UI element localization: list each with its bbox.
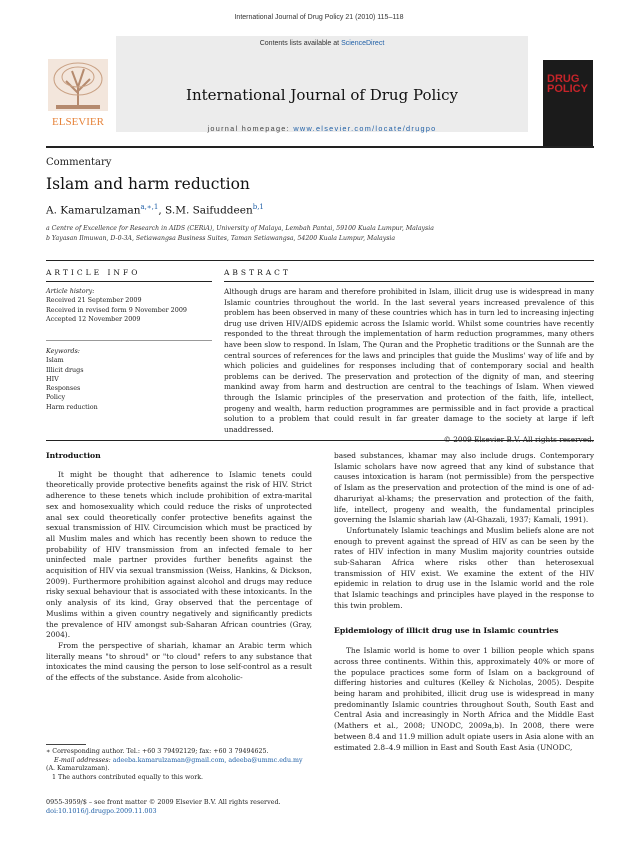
homepage-label: journal homepage: xyxy=(207,124,290,133)
article-info-heading: ARTICLE INFO xyxy=(46,268,141,277)
author-list xyxy=(46,203,264,217)
keyword: Islam xyxy=(46,356,64,365)
email-line xyxy=(46,757,312,766)
article-info-rule xyxy=(46,281,212,282)
email-owner: (A. Kamarulzaman). xyxy=(46,765,110,773)
email-links[interactable]: adeeba.kamarulzaman@gmail.com, adeeba@ummc.edu.my xyxy=(112,756,303,764)
elsevier-tree-logo xyxy=(46,57,110,129)
journal-cover xyxy=(543,60,593,146)
keywords-rule xyxy=(46,340,212,341)
journal-title: International Journal of Drug Policy xyxy=(186,86,458,104)
keyword: Responses xyxy=(46,384,81,393)
accepted-date: Accepted 12 November 2009 xyxy=(46,314,141,323)
author-2-marks: b,1 xyxy=(252,203,264,211)
keyword: HIV xyxy=(46,374,59,383)
received-date: Received 21 September 2009 xyxy=(46,296,142,305)
keywords-label: Keywords: xyxy=(46,347,80,355)
publisher-name: ELSEVIER xyxy=(52,116,104,128)
intro-paragraph-1: It might be thought that adherence to Islamic tenets could theoretically provide protective benefits against the risk of HIV. Strict adherence to these tenets which include prohibition of extra-marital sex and homosexuality which could reduce the risks of unprotected anal sex could theoretically confer protective benefits against the sexual transmission of HIV. Circumcision which must be practiced by all Muslim males and which has recently been shown to reduce the probability of HIV transmission from an infected female to her uninfected male partner provides further benefits against the acquisition of HIV via sexual transmission (Weiss, Hankins, & Dickson, 2009). Furthermore prohibition against alcohol and drugs may reduce risky sexual behaviour that is associated with these intoxicants. In the only analysis of its kind, Gray observed that the percentage of Muslims within a given country negatively and significantly predicts the prevalence of HIV amongst sub-Saharan African countries (Gray, 2004). xyxy=(46,469,312,640)
page-footer xyxy=(46,798,312,816)
cover-title-2: POLICY xyxy=(547,83,588,95)
epidemiology-paragraph-1: The Islamic world is home to over 1 billion people which spans across three continents. Within this, approximately 40% or more of the populace practices some form of Islam on a background of differing histories and cultures (Kelley & Nicholas, 2005). Despite being haram and prohibited, illicit drug use is widespread in many predominantly Islamic countries throughout South, South East and Central Asia and increasingly in North Africa and the Middle East (Mathers et al., 2008; UNODC, 2009a,b). In 2008, there were between 8.4 and 11.9 million adult opiate users in Asia alone with an estimated 2.8–4.9 million in East and South East Asia (UNODC, xyxy=(334,646,594,752)
author-1: A. Kamarulzaman xyxy=(46,204,141,217)
journal-homepage xyxy=(116,124,528,133)
email-label: E-mail addresses: xyxy=(54,756,111,764)
homepage-link[interactable]: www.elsevier.com/locate/drugpo xyxy=(293,124,437,133)
cover-title-1: DRUG xyxy=(547,73,580,85)
right-paragraph-2: Unfortunately Islamic teachings and Muslim beliefs alone are not enough to prevent against the spread of HIV as can be seen by the rates of HIV infection in many Muslim majority countries outside sub-Saharan Africa where risks other than heterosexual transmission of HIV exist. We examine the extent of the HIV epidemic in relation to drug use in the Islamic world and the role that Islamic teachings and principles have played in the response to this twin problem. xyxy=(334,525,594,610)
footnote-rule xyxy=(46,744,86,745)
abstract-body xyxy=(224,287,594,446)
keywords-block xyxy=(46,347,216,412)
author-2: S.M. Saifuddeen xyxy=(165,204,253,217)
keyword: Policy xyxy=(46,393,66,402)
contents-prefix: Contents lists available at xyxy=(259,40,340,47)
footnotes xyxy=(46,748,312,782)
abstract-heading: ABSTRACT xyxy=(224,268,291,277)
info-top-rule xyxy=(46,260,594,261)
author-1-marks: a,∗,1 xyxy=(140,203,159,211)
intro-paragraph-2: From the perspective of shariah, khamar an Arabic term which literally means "to shroud" or "to cloud" refers to any substance that intoxicates the mind causing the person to lose self-control as a result of the effects of the substance. Aside from alcoholic- xyxy=(46,640,312,683)
corresponding-author-note: ∗ Corresponding author. Tel.: +60 3 79492129; fax: +60 3 79494625. xyxy=(46,748,269,755)
journal-banner xyxy=(116,36,528,132)
keyword: Harm reduction xyxy=(46,402,98,411)
sciencedirect-link[interactable]: ScienceDirect xyxy=(341,40,385,47)
right-column xyxy=(334,451,594,753)
history-label: Article history: xyxy=(46,287,95,295)
author-separator: , xyxy=(158,204,166,217)
section-label: Commentary xyxy=(46,157,112,168)
revised-date: Received in revised form 9 November 2009 xyxy=(46,305,187,314)
left-column xyxy=(46,451,312,684)
keyword: Illicit drugs xyxy=(46,365,84,374)
doi-link[interactable]: doi:10.1016/j.drugpo.2009.11.003 xyxy=(46,807,157,815)
epidemiology-heading: Epidemiology of illicit drug use in Islamic countries xyxy=(334,625,559,635)
abstract-rule xyxy=(224,281,594,282)
issn-line: 0955-3959/$ – see front matter © 2009 Elsevier B.V. All rights reserved. xyxy=(46,798,281,806)
affiliation-a: a Centre of Excellence for Research in AIDS (CERiA), University of Malaya, Lembah Pantai, 59100 Kuala Lumpur, Malaysia xyxy=(46,225,434,232)
equal-contribution-note: 1 The authors contributed equally to this work. xyxy=(52,773,204,781)
abstract-text: Although drugs are haram and therefore prohibited in Islam, illicit drug use is widespread in many Islamic countries throughout the world. In the last several years increased prevalence of this problem has been observed in many of these countries which has in turn led to increasing injecting drug use driven HIV/AIDS epidemic across the Islamic world. Whilst some countries have recently responded to the threat through the implementation of harm reduction programmes, many others have been slow to respond. In Islam, The Quran and the Prophetic traditions or the Sunnah are the central sources of references for the laws and principles that guide the Muslims' way of life and by which policies and guidelines for responses including that of contemporary social and health problems can be derived. The preservation and protection of the dignity of man, and steering mankind away from harm and destruction are central to the teachings of Islam. When viewed through the Islamic principles of the preservation and protection of the faith, life, intellect, progeny and wealth, harm reduction programmes are permissible and in fact provide a practical solution to a problem that could result in far greater damage to the society at large if left unaddressed. xyxy=(224,287,594,434)
contents-line xyxy=(116,40,528,47)
right-paragraph-1: based substances, khamar may also include drugs. Contemporary Islamic scholars have now agreed that any kind of substance that causes intoxication is haram (not permissible) from the perspective of Islam as the preservation and protection of the mind is one of ad-dharuriyat al-khams; the preservation and protection of the faith, life, intellect, progeny and wealth, the fundamental principles governing the Islamic shariah law (Al-Ghazali, 1937; Kamali, 1991). xyxy=(334,451,594,525)
abstract-bottom-rule xyxy=(46,440,594,441)
paper-title: Islam and harm reduction xyxy=(46,175,250,193)
running-citation: International Journal of Drug Policy 21 (2010) 115–118 xyxy=(234,14,404,21)
article-history xyxy=(46,287,216,324)
affiliation-b: b Yayasan Ilmuwan, D-0-3A, Setiawangsa Business Suites, Taman Setiawangsa, 54200 Kuala Lumpur, Malaysia xyxy=(46,235,396,242)
introduction-heading: Introduction xyxy=(46,451,101,460)
header-rule xyxy=(46,146,594,148)
abstract-copyright: © 2009 Elsevier B.V. All rights reserved. xyxy=(443,435,594,445)
